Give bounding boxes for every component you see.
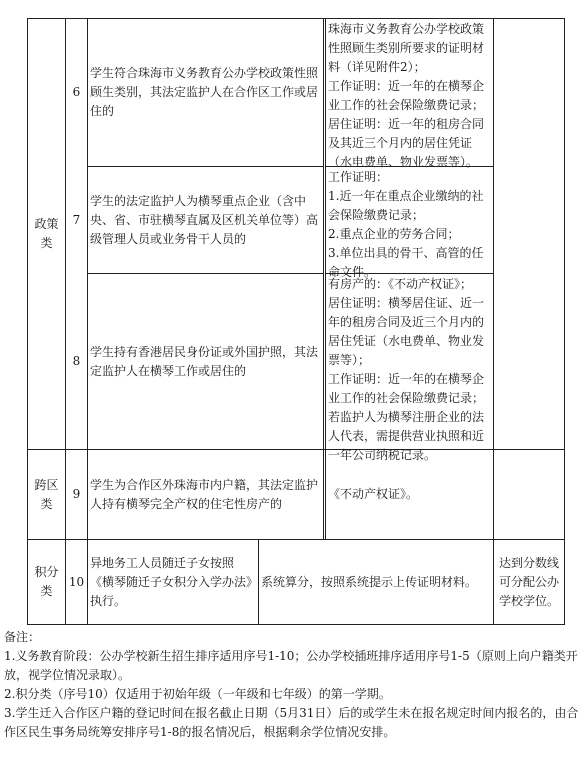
- condition-text: 异地务工人员随迁子女按照《横琴随迁子女积分入学办法》执行。: [90, 555, 253, 608]
- documents-cell: [328, 20, 492, 169]
- condition-cell: [90, 450, 321, 539]
- category-cell: [28, 19, 65, 449]
- row-number: [66, 274, 87, 449]
- row-number: [66, 450, 87, 539]
- row-number-text: 8: [72, 354, 81, 368]
- condition-cell: [90, 274, 321, 449]
- document-line: 工作证明：近一年的在横琴企业工作的社会保险缴费记录；若监护人为横琴注册企业的法人代表，需提供营业执照和近一年公司纳税记录。: [328, 372, 485, 462]
- category-cell: [28, 450, 65, 539]
- document-line: 工作证明：近一年的在横琴企业工作的社会保险缴费记录；: [328, 79, 485, 112]
- condition-cell: [90, 540, 256, 624]
- document-line: 居住证明：近一年的租房合同及其近三个月内的居住凭证（水电费单、物业发票等）。: [328, 117, 485, 169]
- row-number: [66, 167, 87, 273]
- document-line: 1.近一年在重点企业缴纳的社会保险缴费记录；: [328, 189, 484, 222]
- document-line: 工作证明：: [328, 170, 389, 184]
- notes-section: [4, 628, 579, 742]
- document-line: 3.单位出具的骨干、高管的任命文件。: [328, 246, 484, 279]
- row-number-text: 10: [68, 574, 85, 589]
- documents-cell: [328, 275, 492, 462]
- note-item: 2.积分类（序号10）仅适用于初始年级（一年级和七年级）的第一学期。: [4, 687, 391, 701]
- document-line: 有房产的：《不动产权证》；: [328, 277, 473, 291]
- row-number-text: 6: [72, 85, 81, 99]
- condition-text: 学生符合珠海市义务教育公办学校政策性照顾生类别，其法定监护人在合作区工作或居住的: [90, 66, 319, 118]
- document-line: 《不动产权证》。: [328, 487, 419, 501]
- category-cell: [28, 540, 65, 624]
- category-text: 积分类: [34, 565, 59, 598]
- category-text: 政策类: [34, 217, 59, 250]
- method-text: 系统算分，按照系统提示上传证明材料。: [261, 574, 478, 589]
- row-number-text: 9: [72, 487, 81, 501]
- condition-text: 学生持有香港居民身份证或外国护照，其法定监护人在横琴工作或居住的: [90, 344, 319, 378]
- condition-text: 学生的法定监护人为横琴重点企业（含中央、省、市驻横琴直属及区机关单位等）高级管理人员或业务骨干人员的: [90, 193, 319, 246]
- remark-text: 达到分数线可分配公办学校学位。: [498, 555, 559, 608]
- document-line: 居住证明：横琴居住证、近一年的租房合同及近三个月内的居住凭证（水电费单、物业发票等）；: [328, 296, 485, 367]
- documents-cell: [328, 450, 492, 539]
- document-line: 2.重点企业的劳务合同；: [328, 227, 460, 241]
- note-item: 1.义务教育阶段：公办学校新生招生排序适用序号1-10；公办学校插班排序适用序号1-5（原则上向户籍类开放，视学位情况录取）。: [4, 649, 578, 682]
- condition-cell: [90, 167, 321, 273]
- row-number-text: 7: [72, 212, 81, 227]
- condition-text: 学生为合作区外珠海市内户籍，其法定监护人持有横琴完全产权的住宅性房产的: [90, 477, 319, 511]
- method-cell: [261, 540, 491, 624]
- row-number: [66, 540, 87, 624]
- note-item: 3.学生迁入合作区户籍的登记时间在报名截止日期（5月31日）后的或学生未在报名规定时间内报名的，由合作区民生事务局统筹安排序号1-8的报名情况后，根据剩余学位情况安排。: [4, 706, 579, 739]
- row-number: [66, 19, 87, 166]
- remark-cell: [496, 540, 562, 624]
- category-text: 跨区类: [34, 477, 59, 511]
- documents-cell: [328, 168, 492, 279]
- notes-title: 备注：: [4, 630, 41, 644]
- document-line: 珠海市义务教育公办学校政策性照顾生类别所要求的证明材料（详见附件2）；: [328, 22, 485, 74]
- condition-cell: [90, 19, 321, 166]
